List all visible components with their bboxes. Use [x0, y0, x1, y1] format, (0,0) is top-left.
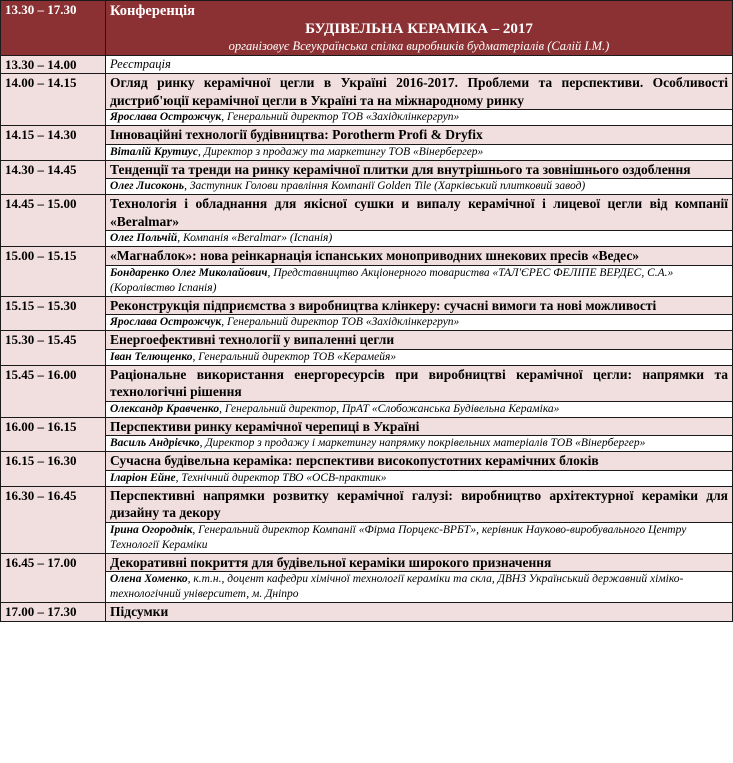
session-time: 15.00 – 15.15 [1, 247, 106, 297]
speaker-row [1, 349, 733, 365]
session-time: 14.45 – 15.00 [1, 195, 106, 247]
session-speaker [106, 315, 733, 331]
speaker-row [1, 179, 733, 195]
speaker-name: Олег Лисоконь [110, 180, 185, 192]
session-topic: Енергоефективні технології у випаленні цегли [106, 331, 733, 350]
session-row [1, 160, 733, 179]
session-speaker [106, 470, 733, 486]
session-speaker [106, 436, 733, 452]
speaker-role: , Генеральний директор Компанії «Фірма Порцекс-ВРБТ», керівник Науково-виробувального Центру Технології Кераміки [110, 523, 687, 551]
session-time: 16.00 – 16.15 [1, 417, 106, 452]
session-speaker [106, 401, 733, 417]
speaker-role: , Генеральний директор ТОВ «Західклінкергруп» [221, 111, 460, 123]
header-cell [106, 1, 733, 56]
closing-label: Підсумки [106, 603, 733, 622]
session-speaker [106, 572, 733, 603]
speaker-row [1, 265, 733, 296]
registration-row [1, 56, 733, 74]
session-topic: Раціональне використання енергоресурсів при виробництві керамічної цегли: напрямки та технологічні рішення [106, 365, 733, 401]
speaker-role: , Заступник Голови правління Компанії Golden Tile (Харківський плитковий завод) [184, 180, 586, 192]
session-topic: «Магнаблок»: нова реінкарнація іспанських моноприводних шнекових пресів «Ведес» [106, 247, 733, 266]
session-speaker [106, 265, 733, 296]
conference-title: БУДІВЕЛЬНА КЕРАМІКА – 2017 [305, 21, 533, 37]
speaker-role: , Компанія «Beralmar» (Іспанія) [177, 232, 333, 244]
registration-label: Реєстрація [106, 56, 733, 74]
session-speaker [106, 110, 733, 126]
session-speaker [106, 349, 733, 365]
header-time: 13.30 – 17.30 [1, 1, 106, 56]
speaker-row [1, 231, 733, 247]
speaker-name: Ярослава Острожчук [110, 111, 222, 123]
speaker-name: Василь Андрієчко [110, 437, 200, 449]
speaker-name: Олена Хоменко [110, 573, 188, 585]
speaker-row [1, 572, 733, 603]
speaker-row [1, 144, 733, 160]
session-topic: Тенденції та тренди на ринку керамічної плитки для внутрішнього та зовнішнього оздоблення [106, 160, 733, 179]
speaker-name: Віталій Крутиус [110, 145, 198, 158]
speaker-name: Бондаренко Олег Миколайович [110, 266, 268, 279]
speaker-role: , Представництво Акціонерного товариства «ТАЛ'ЄРЕС ФЕЛІПЕ ВЕРДЕС, С.А.» (Королівство Іспанія) [110, 266, 674, 294]
speaker-role: , к.т.н., доцент кафедри хімічної технології кераміки та скла, ДВНЗ Український державний хіміко-технологічний університет, м. Дніпро [110, 573, 684, 600]
header-label: Конференція [110, 3, 195, 19]
speaker-row [1, 401, 733, 417]
session-time: 14.00 – 14.15 [1, 74, 106, 126]
speaker-row [1, 470, 733, 486]
session-row [1, 247, 733, 266]
session-topic: Інноваційні технології будівництва: Porotherm Profi & Dryfix [106, 126, 733, 145]
session-row [1, 331, 733, 350]
speaker-name: Ярослава Острожчук [110, 316, 222, 328]
session-topic: Декоративні покриття для будівельної кераміки широкого призначення [106, 553, 733, 572]
closing-row [1, 603, 733, 622]
speaker-role: , Директор з продажу і маркетингу напрямку покрівельних матеріалів ТОВ «Вінербергер» [199, 437, 646, 449]
session-time: 15.30 – 15.45 [1, 331, 106, 366]
session-topic: Перспективні напрямки розвитку керамічної галузі: виробництво архітектурної кераміки для дизайну та декору [106, 486, 733, 522]
session-time: 16.45 – 17.00 [1, 553, 106, 603]
session-speaker [106, 231, 733, 247]
speaker-name: Ірина Огороднік [110, 523, 193, 536]
session-row [1, 553, 733, 572]
closing-time: 17.00 – 17.30 [1, 603, 106, 622]
session-time: 16.30 – 16.45 [1, 486, 106, 553]
speaker-role: , Директор з продажу та маркетингу ТОВ «Вінербергер» [197, 145, 484, 158]
session-topic: Сучасна будівельна кераміка: перспективи високопустотних керамічних блоків [106, 452, 733, 471]
session-time: 14.30 – 14.45 [1, 160, 106, 195]
session-speaker [106, 144, 733, 160]
speaker-row [1, 110, 733, 126]
registration-time: 13.30 – 14.00 [1, 56, 106, 74]
session-time: 15.45 – 16.00 [1, 365, 106, 417]
session-topic: Технологія і обладнання для якісної сушки и випалу керамічної і лицевої цегли від компанії «Beralmar» [106, 195, 733, 231]
session-time: 14.15 – 14.30 [1, 126, 106, 161]
session-time: 16.15 – 16.30 [1, 452, 106, 487]
session-row [1, 486, 733, 522]
speaker-row [1, 315, 733, 331]
session-row [1, 74, 733, 110]
speaker-role: , Генеральний директор ТОВ «Західклінкергруп» [221, 316, 460, 328]
session-row [1, 296, 733, 315]
session-row [1, 452, 733, 471]
session-speaker [106, 179, 733, 195]
speaker-name: Олександр Кравченко [110, 402, 220, 415]
header-row [1, 1, 733, 56]
session-row [1, 417, 733, 436]
session-topic: Перспективи ринку керамічної черепиці в Україні [106, 417, 733, 436]
speaker-role: , Технічний директор ТВО «ОСВ-практик» [175, 471, 387, 484]
speaker-role: , Генеральний директор, ПрАТ «Слобожанська Будівельна Кераміка» [219, 402, 560, 415]
speaker-row [1, 522, 733, 553]
session-row [1, 126, 733, 145]
speaker-name: Іван Телющенко [110, 350, 193, 363]
organizer-line: організовує Всеукраїнська спілка виробників будматеріалів (Салій І.М.) [228, 39, 610, 53]
speaker-row [1, 436, 733, 452]
session-time: 15.15 – 15.30 [1, 296, 106, 331]
session-row [1, 365, 733, 401]
session-speaker [106, 522, 733, 553]
speaker-name: Олег Польчій [110, 232, 178, 244]
session-row [1, 195, 733, 231]
speaker-name: Іларіон Ейне [110, 471, 176, 484]
session-topic: Реконструкція підприємства з виробництва клінкеру: сучасні вимоги та нові можливості [106, 296, 733, 315]
speaker-role: , Генеральний директор ТОВ «Керамейя» [192, 350, 397, 363]
session-topic: Огляд ринку керамічної цегли в Україні 2016-2017. Проблеми та перспективи. Особливості дистриб'юції керамічної цегли в Україні та на міжнародному ринку [106, 74, 733, 110]
